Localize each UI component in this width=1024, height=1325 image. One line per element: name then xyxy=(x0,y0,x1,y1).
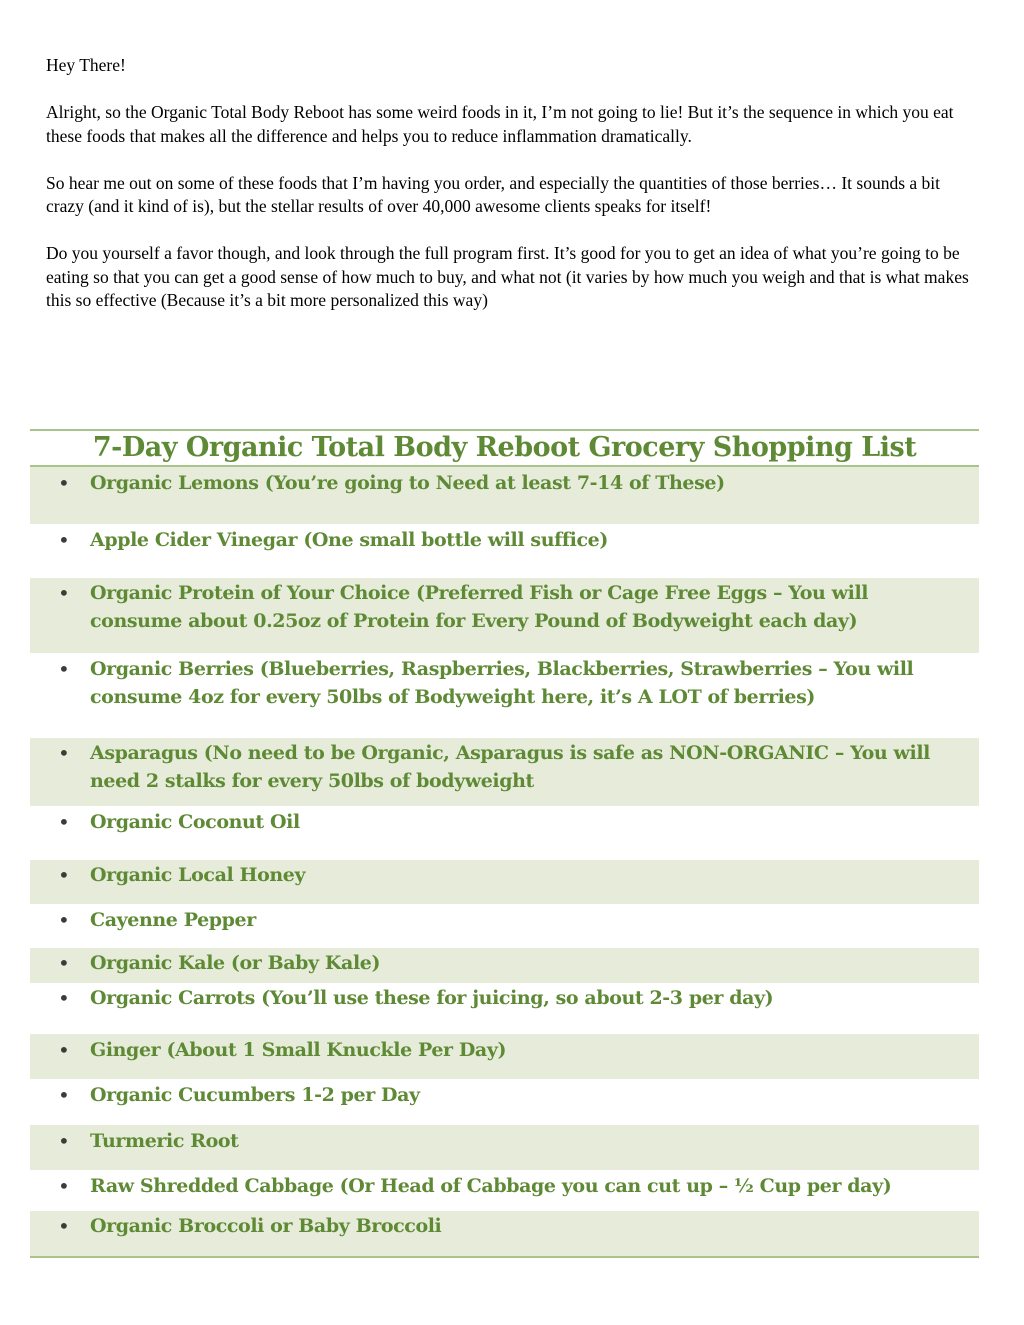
list-item: • Organic Local Honey xyxy=(30,862,979,890)
bullet-icon: • xyxy=(58,986,70,1010)
bullet-icon: • xyxy=(58,1038,70,1062)
bullet-icon: • xyxy=(58,810,70,834)
bullet-icon: • xyxy=(58,908,70,932)
list-item: • Asparagus (No need to be Organic, Asparagus is safe as NON-ORGANIC – You will need 2 stalks for every 50lbs of bodyweight xyxy=(58,741,930,792)
list-item: • Raw Shredded Cabbage (Or Head of Cabbage you can cut up – ½ Cup per day) xyxy=(30,1173,979,1201)
intro-text xyxy=(46,54,976,336)
list-item: • Ginger (About 1 Small Knuckle Per Day) xyxy=(30,1037,979,1065)
list-title: 7-Day Organic Total Body Reboot Grocery Shopping List xyxy=(92,432,917,463)
bullet-icon: • xyxy=(58,471,70,495)
list-item: • Organic Berries (Blueberries, Raspberries, Blackberries, Strawberries – You will consume 4oz for every 50lbs of Bodyweight here, it’s A LOT of berries) xyxy=(58,657,914,708)
list-item: • Organic Coconut Oil xyxy=(30,809,979,837)
bullet-icon: • xyxy=(58,951,70,975)
list-item: • Turmeric Root xyxy=(30,1128,979,1156)
list-item: • Apple Cider Vinegar (One small bottle will suffice) xyxy=(30,527,979,555)
list-item: • Organic Kale (or Baby Kale) xyxy=(30,950,979,978)
list-item: • Cayenne Pepper xyxy=(30,907,979,935)
intro-paragraph-2: So hear me out on some of these foods that I’m having you order, and especially the quantities of those berries… It sounds a bit crazy (and it kind of is), but the stellar results of over 40,000 awesome clients speaks for itself! xyxy=(46,172,941,216)
bullet-icon: • xyxy=(58,657,70,681)
list-item: • Organic Carrots (You’ll use these for juicing, so about 2-3 per day) xyxy=(30,985,979,1013)
bullet-icon: • xyxy=(58,1083,70,1107)
bullet-icon: • xyxy=(58,1129,70,1153)
bullet-icon: • xyxy=(58,741,70,765)
top-rule xyxy=(30,429,979,431)
bullet-icon: • xyxy=(58,1174,70,1198)
intro-paragraph-3: Do you yourself a favor though, and look through the full program first. It’s good for you to get an idea of what you’re going to be eating so that you can get a good sense of how much to buy, and what not (it varies by how much you weigh and that is what makes this so effective (Because it’s a bit more personalized this way) xyxy=(46,243,969,310)
bullet-icon: • xyxy=(58,863,70,887)
list-item: • Organic Protein of Your Choice (Preferred Fish or Cage Free Eggs – You will consume about 0.25oz of Protein for Every Pound of Bodyweight each day) xyxy=(58,581,869,632)
list-item: • Organic Lemons (You’re going to Need at least 7-14 of These) xyxy=(30,470,979,498)
list-item: • Organic Cucumbers 1-2 per Day xyxy=(30,1082,979,1110)
bullet-icon: • xyxy=(58,1214,70,1238)
greeting: Hey There! xyxy=(46,55,126,75)
intro-paragraph-1: Alright, so the Organic Total Body Reboot has some weird foods in it, I’m not going to lie! But it’s the sequence in which you eat these foods that makes all the difference and helps you to reduce inflammation dramatically. xyxy=(46,102,954,146)
bullet-icon: • xyxy=(58,528,70,552)
bottom-rule xyxy=(30,1256,979,1258)
bullet-icon: • xyxy=(58,581,70,605)
list-item: • Organic Broccoli or Baby Broccoli xyxy=(30,1213,979,1241)
